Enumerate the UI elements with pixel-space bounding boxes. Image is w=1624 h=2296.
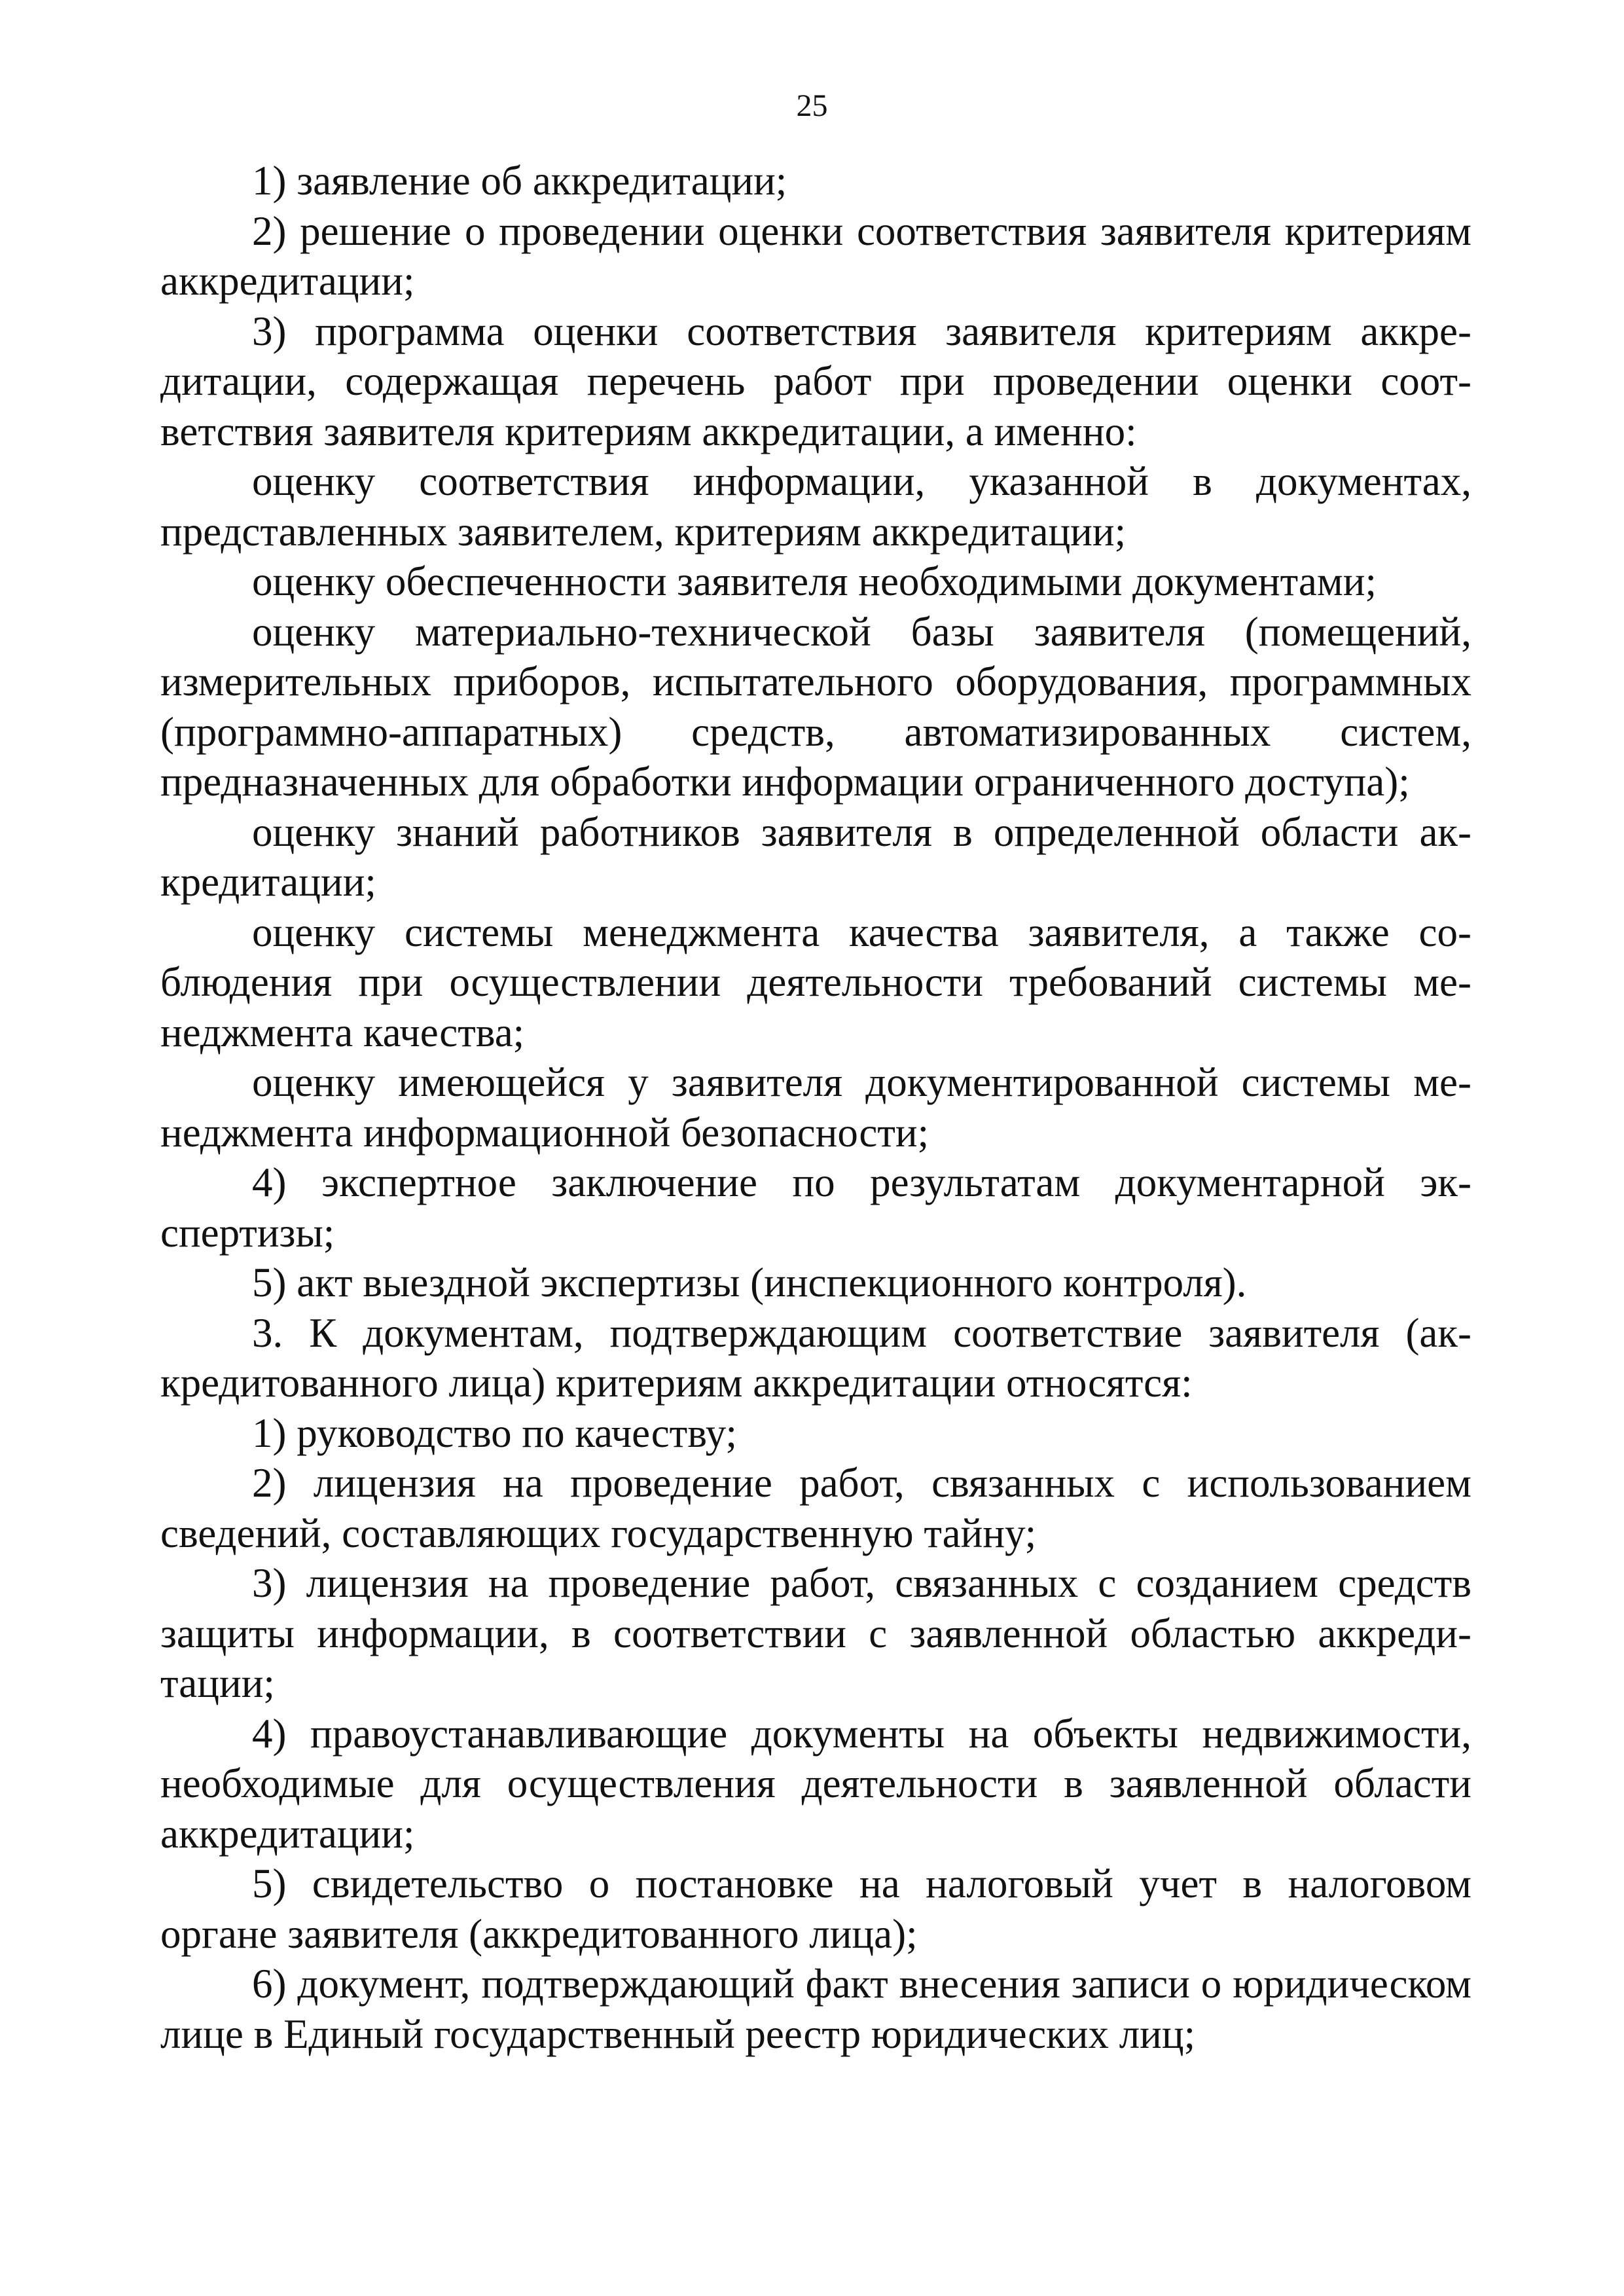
paragraph: 4) экспертное заключение по результатам документарной экспертизы;	[160, 1159, 1471, 1256]
paragraph: оценку соответствия информации, указанной в документах, представленных заявителем, критериям аккредитации;	[160, 458, 1471, 555]
paragraph: 1) руководство по качеству;	[252, 1410, 737, 1456]
paragraph: оценку системы менеджмента качества заявителя, а также соблюдения при осуществлении деятельности требований системы менеджмента качества;	[160, 909, 1471, 1055]
page-number: 25	[796, 88, 828, 123]
paragraph: 5) акт выездной экспертизы (инспекционного контроля).	[252, 1260, 1247, 1305]
body-text	[160, 156, 1471, 2059]
paragraph: оценку обеспеченности заявителя необходимыми документами;	[252, 558, 1377, 604]
paragraph: 3) лицензия на проведение работ, связанных с созданием средств защиты информации, в соответствии с заявленной областью аккредитации;	[160, 1560, 1471, 1706]
paragraph: оценку имеющейся у заявителя документированной системы менеджмента информационной безопасности;	[160, 1059, 1471, 1156]
paragraph: 4) правоустанавливающие документы на объекты недвижимости, необходимые для осуществления деятельности в заявленной области аккредитации;	[160, 1710, 1471, 1857]
paragraph: 3. К документам, подтверждающим соответствие заявителя (аккредитованного лица) критериям аккредитации относятся:	[160, 1309, 1471, 1406]
paragraph: оценку материально-технической базы заявителя (помещений, измерительных приборов, испытательного оборудования, программных (программно-аппаратных) средств, автоматизированных систем, предназначенных для обработки информации ограниченного доступа);	[160, 608, 1471, 805]
paragraph: 3) программа оценки соответствия заявителя критериям аккредитации, содержащая перечень работ при проведении оценки соответствия заявителя критериям аккредитации, а именно:	[160, 308, 1471, 454]
paragraph: 2) лицензия на проведение работ, связанных с использованием сведений, составляющих государственную тайну;	[160, 1460, 1471, 1556]
paragraph: 6) документ, подтверждающий факт внесения записи о юридическом лице в Единый государственный реестр юридических лиц;	[160, 1961, 1471, 2057]
paragraph: 1) заявление об аккредитации;	[252, 158, 787, 204]
paragraph: оценку знаний работников заявителя в определенной области аккредитации;	[160, 809, 1471, 905]
paragraph: 5) свидетельство о постановке на налоговый учет в налоговом органе заявителя (аккредитованного лица);	[160, 1861, 1471, 1957]
paragraph: 2) решение о проведении оценки соответствия заявителя критериям аккредитации;	[160, 208, 1471, 304]
